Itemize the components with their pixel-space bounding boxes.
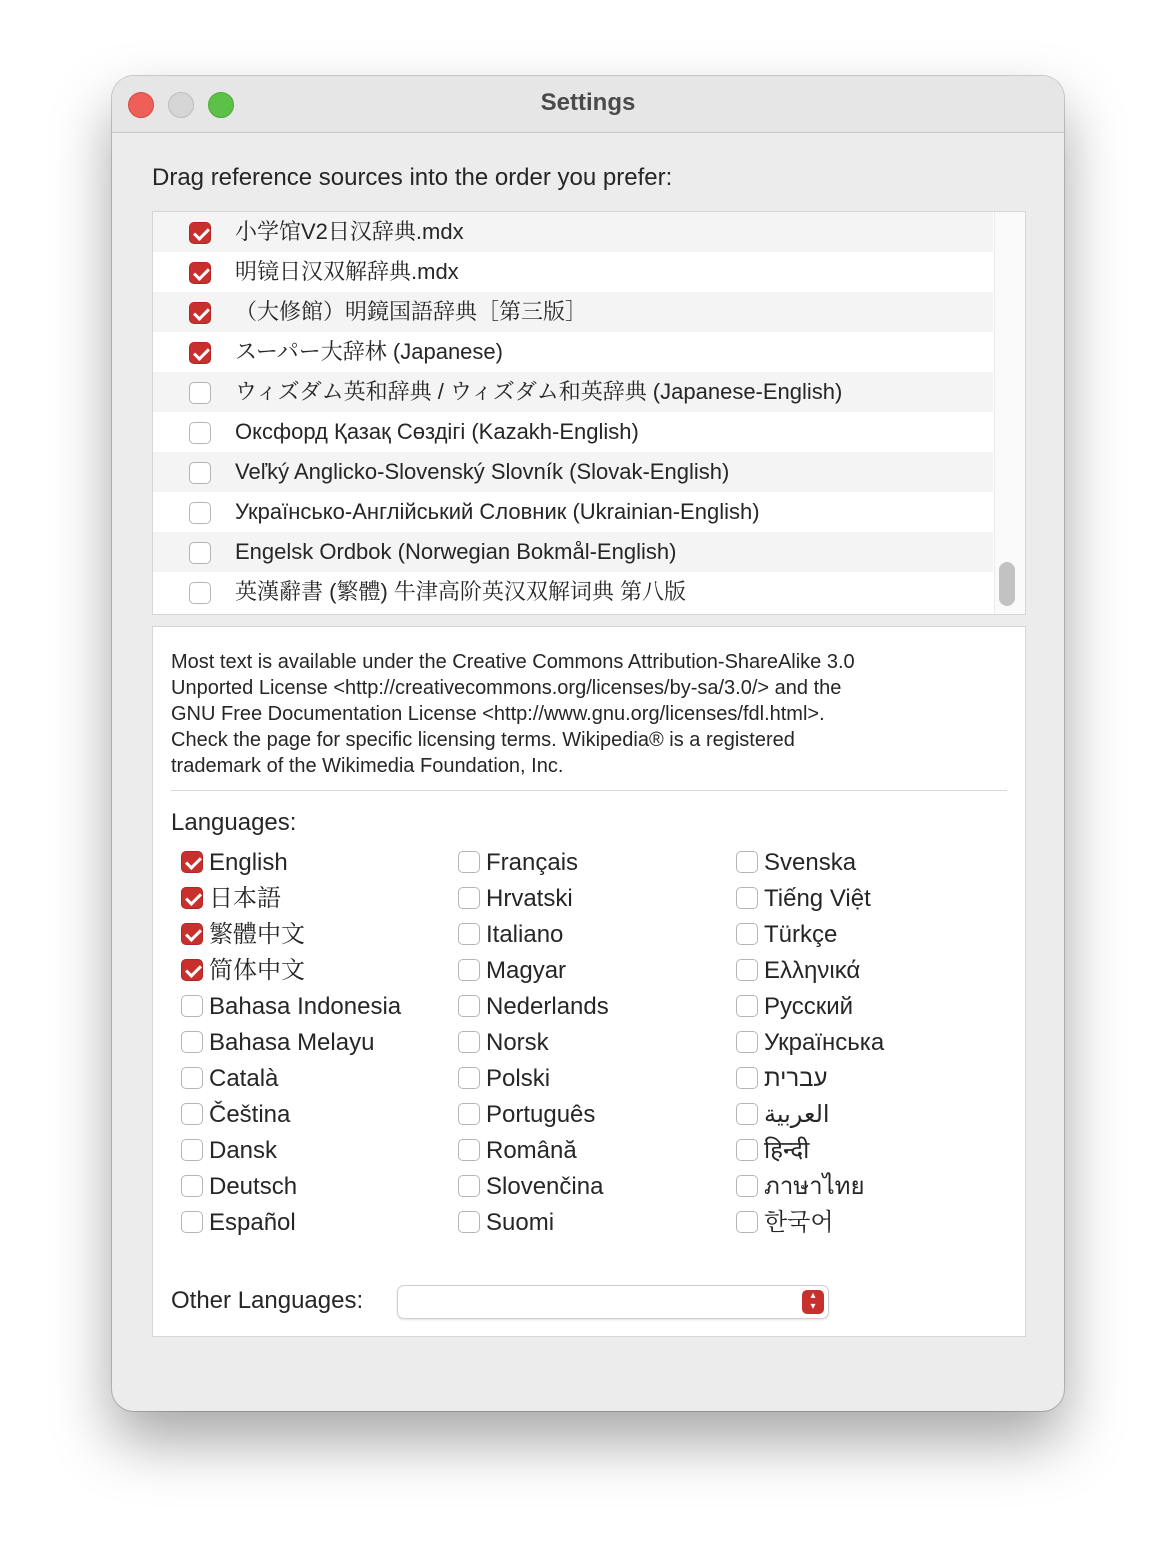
language-checkbox[interactable]: [736, 1103, 758, 1125]
language-checkbox[interactable]: [736, 1067, 758, 1089]
language-label: Ελληνικά: [764, 957, 861, 984]
source-row[interactable]: [153, 332, 993, 372]
source-label: 小学馆V2日汉辞典.mdx: [235, 219, 464, 244]
language-checkbox[interactable]: [458, 1175, 480, 1197]
language-checkbox[interactable]: [181, 995, 203, 1017]
divider: [171, 790, 1007, 791]
language-label: Čeština: [209, 1101, 291, 1128]
language-label: 繁體中文: [209, 921, 305, 948]
source-label: （大修館）明鏡国語辞典［第三版］: [235, 299, 588, 324]
source-checkbox[interactable]: [189, 582, 211, 604]
language-checkbox[interactable]: [458, 1139, 480, 1161]
languages-heading: Languages:: [171, 809, 297, 836]
language-label: Español: [209, 1209, 296, 1236]
language-label: Magyar: [486, 957, 567, 984]
source-label: ウィズダム英和辞典 / ウィズダム和英辞典 (Japanese-English): [235, 379, 843, 404]
language-label: Svenska: [764, 849, 857, 876]
source-checkbox[interactable]: [189, 502, 211, 524]
language-checkbox[interactable]: [181, 1103, 203, 1125]
language-checkbox[interactable]: [736, 959, 758, 981]
language-label: Português: [486, 1101, 596, 1128]
source-row[interactable]: [153, 212, 993, 252]
language-label: हिन्दी: [764, 1137, 810, 1164]
language-checkbox[interactable]: [181, 959, 203, 981]
language-checkbox[interactable]: [458, 959, 480, 981]
language-label: Dansk: [209, 1137, 278, 1164]
language-label: 日本語: [209, 885, 281, 912]
source-checkbox[interactable]: [189, 462, 211, 484]
window-title: Settings: [540, 89, 636, 116]
source-label: 英漢辭書 (繁體) 牛津高阶英汉双解词典 第八版: [235, 579, 686, 604]
language-label: Slovenčina: [486, 1173, 604, 1200]
close-window-button[interactable]: [128, 92, 154, 118]
license-line: Unported License <http://creativecommons.org/licenses/by-sa/3.0/> and the: [171, 677, 842, 699]
language-checkbox[interactable]: [736, 887, 758, 909]
language-checkbox[interactable]: [458, 1031, 480, 1053]
sources-scroll-thumb[interactable]: [999, 562, 1015, 606]
source-checkbox[interactable]: [189, 222, 211, 244]
language-checkbox[interactable]: [458, 1067, 480, 1089]
reference-sources-list[interactable]: [152, 211, 1026, 615]
source-row[interactable]: [153, 252, 993, 292]
select-stepper-icon: ▴ ▾: [802, 1290, 824, 1314]
license-line: GNU Free Documentation License <http://www.gnu.org/licenses/fdl.html>.: [171, 703, 825, 725]
title-bar[interactable]: [112, 76, 1064, 133]
language-checkbox[interactable]: [181, 1211, 203, 1233]
language-label: Polski: [486, 1065, 551, 1092]
source-label: 明镜日汉双解辞典.mdx: [235, 259, 459, 284]
source-row[interactable]: [153, 532, 993, 572]
language-checkbox[interactable]: [458, 851, 480, 873]
source-label: Veľký Anglicko-Slovenský Slovník (Slovak-English): [235, 459, 730, 484]
minimize-window-button[interactable]: [168, 92, 194, 118]
language-label: Italiano: [486, 921, 564, 948]
language-checkbox[interactable]: [181, 887, 203, 909]
settings-window: [112, 76, 1064, 1411]
sources-scroll-track[interactable]: [994, 212, 1026, 614]
language-checkbox[interactable]: [181, 923, 203, 945]
language-checkbox[interactable]: [736, 851, 758, 873]
language-label: Română: [486, 1137, 577, 1164]
license-line: trademark of the Wikimedia Foundation, Inc.: [171, 755, 564, 777]
language-label: Tiếng Việt: [764, 885, 871, 912]
license-line: Check the page for specific licensing terms. Wikipedia® is a registered: [171, 729, 795, 751]
license-line: Most text is available under the Creative Commons Attribution-ShareAlike 3.0: [171, 651, 855, 673]
language-label: English: [209, 849, 288, 876]
source-row[interactable]: [153, 372, 993, 412]
language-label: Français: [486, 849, 579, 876]
language-label: Suomi: [486, 1209, 555, 1236]
source-details-panel: [152, 626, 1026, 1337]
source-checkbox[interactable]: [189, 262, 211, 284]
language-label: Русский: [764, 993, 854, 1020]
language-label: Norsk: [486, 1029, 549, 1056]
zoom-window-button[interactable]: [208, 92, 234, 118]
language-checkbox[interactable]: [458, 923, 480, 945]
source-checkbox[interactable]: [189, 342, 211, 364]
language-label: Deutsch: [209, 1173, 298, 1200]
language-checkbox[interactable]: [181, 1067, 203, 1089]
language-checkbox[interactable]: [181, 1031, 203, 1053]
language-label: Català: [209, 1065, 279, 1092]
source-checkbox[interactable]: [189, 302, 211, 324]
language-checkbox[interactable]: [736, 1031, 758, 1053]
language-label: Українська: [764, 1029, 885, 1056]
source-row[interactable]: [153, 492, 993, 532]
language-label: Bahasa Indonesia: [209, 993, 402, 1020]
language-label: Bahasa Melayu: [209, 1029, 375, 1056]
language-label: Nederlands: [486, 993, 609, 1020]
language-checkbox[interactable]: [181, 1139, 203, 1161]
language-label: العربية: [764, 1101, 830, 1128]
source-label: スーパー大辞林 (Japanese): [235, 339, 503, 364]
language-checkbox[interactable]: [458, 887, 480, 909]
language-checkbox[interactable]: [736, 1139, 758, 1161]
language-checkbox[interactable]: [181, 1175, 203, 1197]
source-label: Українсько-Англійський Словник (Ukrainian-English): [235, 499, 760, 524]
language-checkbox[interactable]: [458, 1211, 480, 1233]
source-row[interactable]: [153, 572, 993, 612]
source-checkbox[interactable]: [189, 542, 211, 564]
language-checkbox[interactable]: [458, 995, 480, 1017]
license-text: [171, 649, 1007, 779]
source-row[interactable]: [153, 412, 993, 452]
other-languages-select[interactable]: [397, 1285, 829, 1319]
language-label: Hrvatski: [486, 885, 573, 912]
language-checkbox[interactable]: [181, 851, 203, 873]
language-checkbox[interactable]: [736, 995, 758, 1017]
source-checkbox[interactable]: [189, 422, 211, 444]
language-label: Türkçe: [764, 921, 838, 948]
source-row[interactable]: [153, 452, 993, 492]
other-languages-label: Other Languages:: [171, 1287, 364, 1314]
sources-instruction: Drag reference sources into the order you prefer:: [152, 164, 673, 191]
language-checkbox[interactable]: [736, 923, 758, 945]
source-row[interactable]: [153, 292, 993, 332]
language-label: 简体中文: [209, 957, 305, 984]
language-label: עברית: [764, 1065, 828, 1092]
source-label: Engelsk Ordbok (Norwegian Bokmål-English): [235, 539, 677, 564]
source-label: Оксфорд Қазақ Сөздігі (Kazakh-English): [235, 419, 639, 444]
language-checkbox[interactable]: [458, 1103, 480, 1125]
language-label: ภาษาไทย: [764, 1173, 865, 1200]
language-checkbox[interactable]: [736, 1175, 758, 1197]
language-label: 한국어: [764, 1209, 834, 1236]
source-checkbox[interactable]: [189, 382, 211, 404]
language-checkbox[interactable]: [736, 1211, 758, 1233]
